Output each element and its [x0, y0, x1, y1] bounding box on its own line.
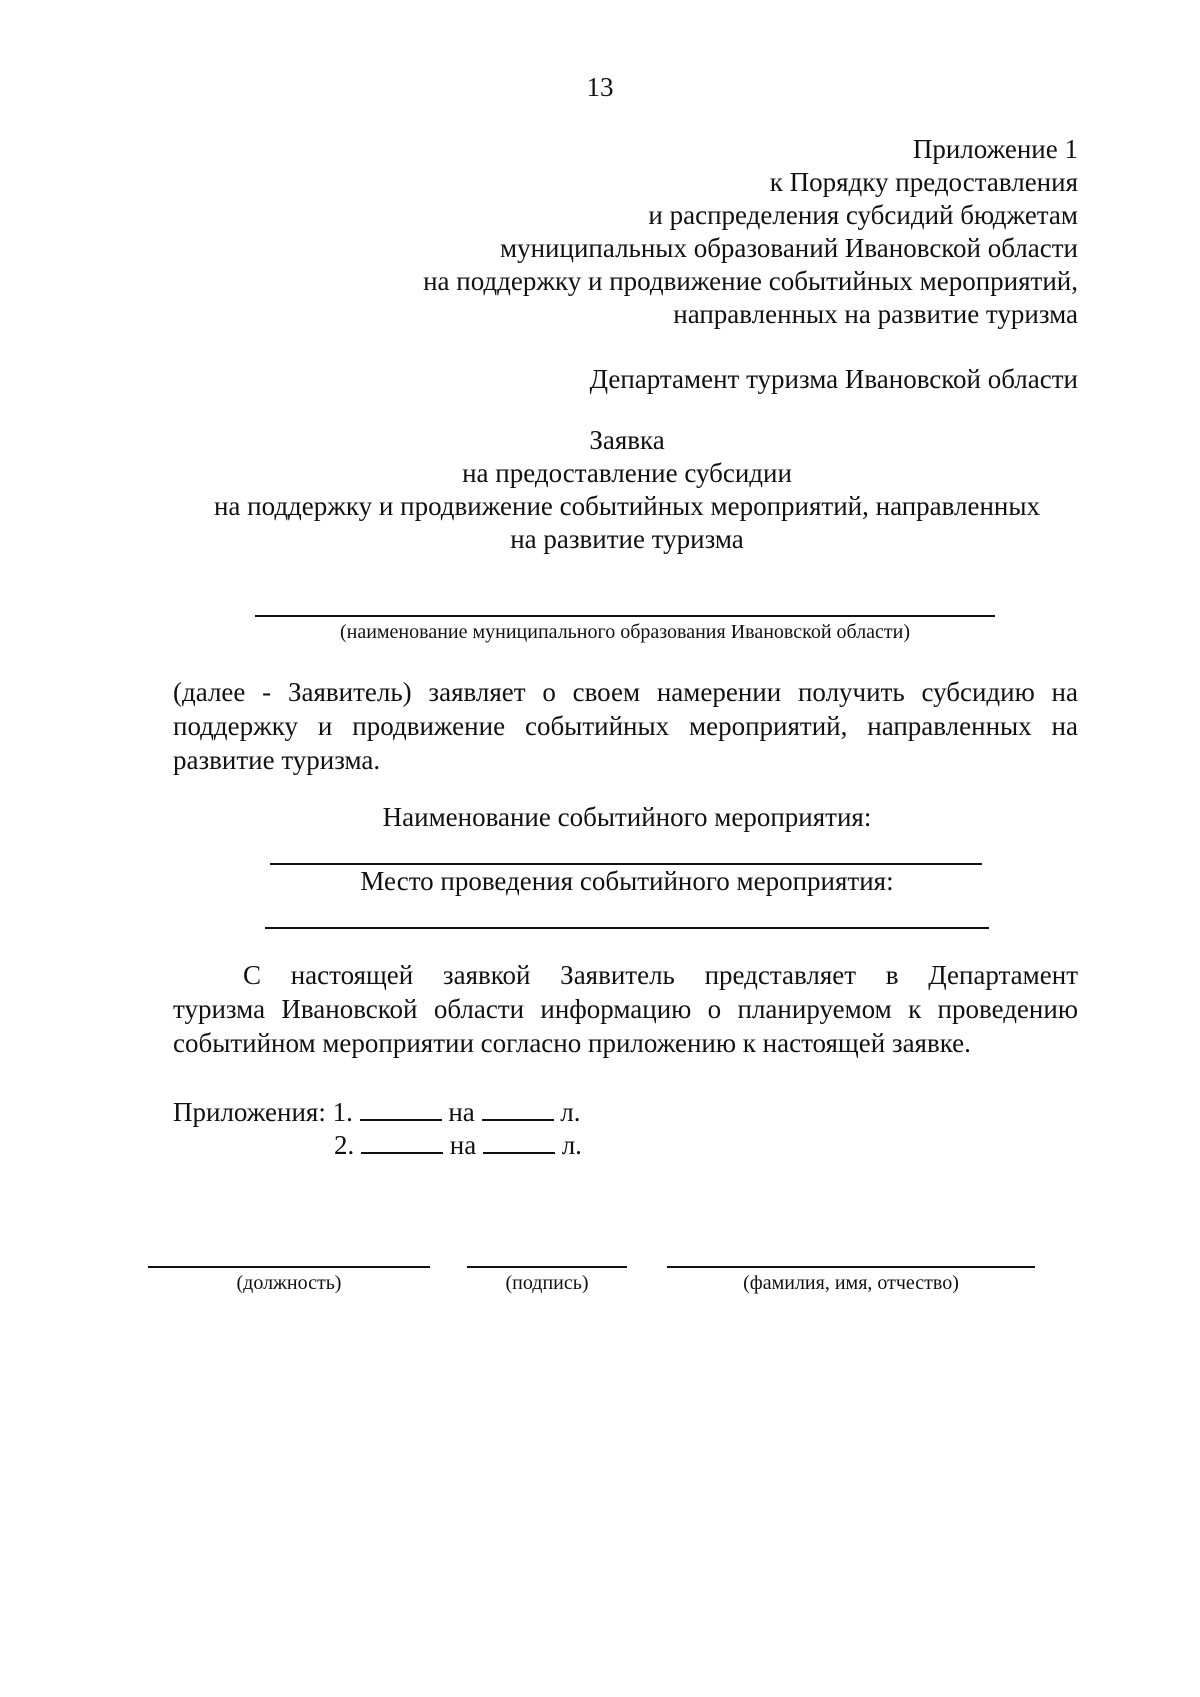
event-place-label: Место проведения событийного мероприятия: [360, 866, 894, 896]
municipality-caption: (наименование муниципального образования Ивановской области) [339, 621, 911, 643]
signature-caption: (подпись) [505, 1272, 589, 1294]
attachments-row-1 [173, 1093, 581, 1129]
appendix-line-5: на поддержку и продвижение событийных мероприятий, [423, 266, 1078, 296]
attachment-1-pages-blank[interactable] [482, 1093, 554, 1121]
attachment-1-mid: на [448, 1097, 475, 1127]
appendix-line-3: и распределения субсидий бюджетам [648, 200, 1078, 230]
attachments-row-2 [334, 1126, 582, 1162]
name-caption: (фамилия, имя, отчество) [743, 1272, 959, 1294]
attachment-2-doc-blank[interactable] [361, 1126, 443, 1154]
attachment-2-end: л. [561, 1130, 582, 1160]
info-line-1: С настоящей заявкой Заявитель представляет в Департамент [243, 960, 1078, 990]
addressee: Департамент туризма Ивановской области [589, 364, 1078, 394]
info-line-3: событийном мероприятии согласно приложению к настоящей заявке. [173, 1028, 971, 1058]
name-fill-line[interactable] [667, 1266, 1035, 1268]
position-fill-line[interactable] [148, 1266, 430, 1268]
attachment-2-num: 2. [334, 1130, 355, 1160]
info-line-2: туризма Ивановской области информацию о планируемом к проведению [173, 994, 1078, 1024]
attachment-2-mid: на [449, 1130, 477, 1160]
attachment-1-doc-blank[interactable] [360, 1093, 442, 1121]
event-place-fill-line[interactable] [265, 927, 989, 929]
appendix-line-1: Приложение 1 [912, 134, 1078, 164]
title-line-2: на предоставление субсидии [462, 458, 792, 488]
statement-line-1: (далее - Заявитель) заявляет о своем намерении получить субсидию на [173, 677, 1078, 707]
attachment-2-pages-blank[interactable] [483, 1126, 555, 1154]
event-name-label: Наименование событийного мероприятия: [382, 802, 872, 832]
municipality-fill-line[interactable] [255, 615, 995, 617]
page-number: 13 [586, 72, 614, 102]
title-line-1: Заявка [589, 425, 665, 455]
statement-line-2: поддержку и продвижение событийных мероприятий, направленных на [173, 711, 1078, 741]
title-line-4: на развитие туризма [510, 524, 744, 554]
attachment-1-num: 1. [332, 1097, 353, 1127]
appendix-line-6: направленных на развитие туризма [673, 299, 1078, 329]
statement-line-3: развитие туризма. [173, 745, 381, 775]
appendix-line-2: к Порядку предоставления [769, 167, 1078, 197]
position-caption: (должность) [236, 1272, 342, 1294]
signature-fill-line[interactable] [467, 1266, 627, 1268]
title-line-3: на поддержку и продвижение событийных мероприятий, направленных [213, 491, 1041, 521]
appendix-line-4: муниципальных образований Ивановской области [500, 233, 1078, 263]
attachment-1-end: л. [560, 1097, 581, 1127]
attachments-label: Приложения: [173, 1097, 326, 1127]
